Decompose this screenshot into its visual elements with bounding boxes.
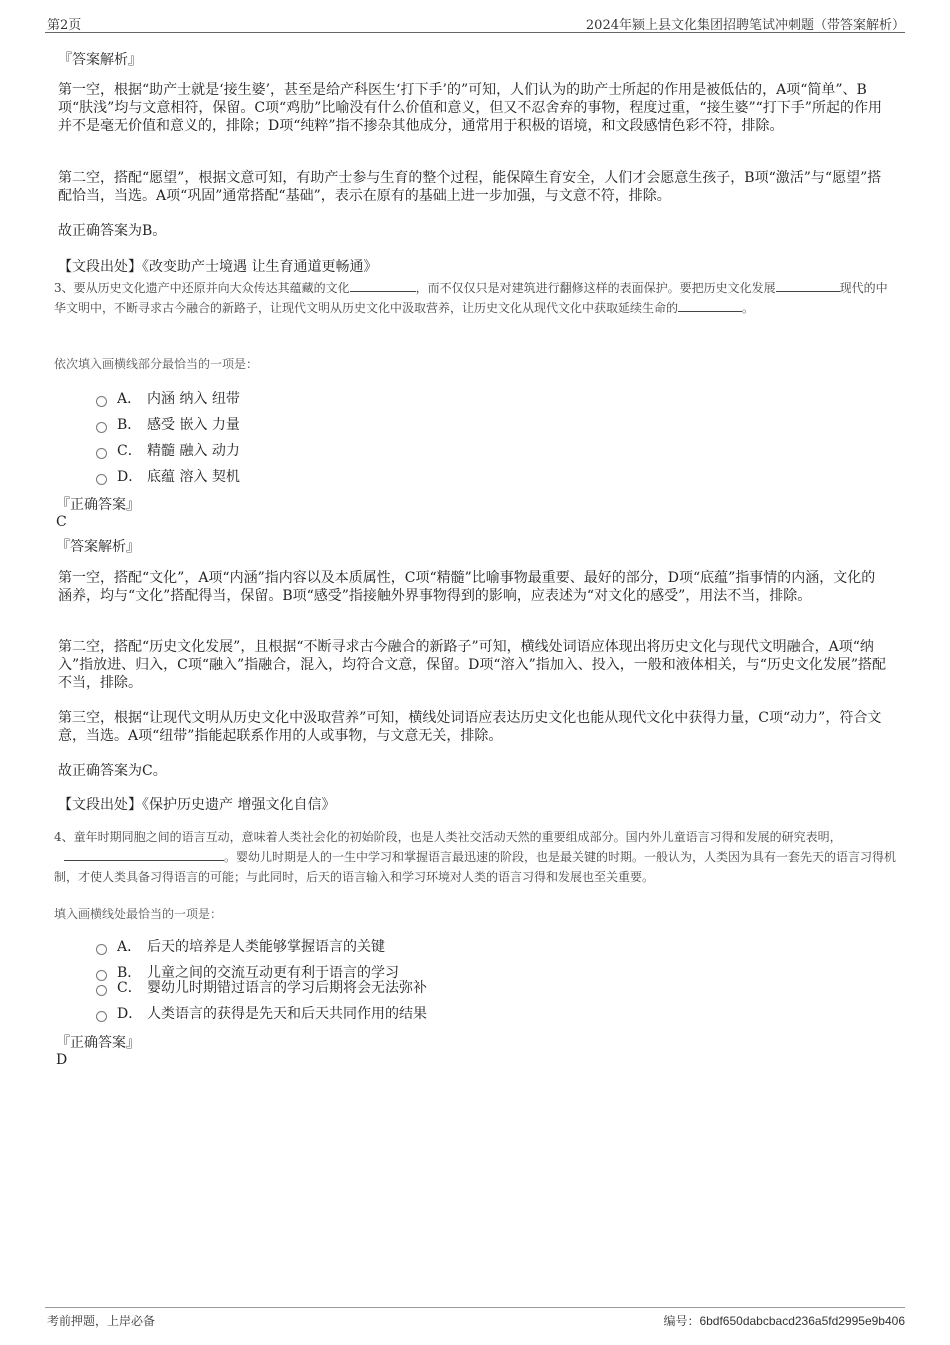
q3-source: 【文段出处】《保护历史遗产 增强文化自信》 [58, 797, 336, 813]
q3-analysis-p2: 第二空，搭配“历史文化发展”，且根据“不断寻求古今融合的新路子”可知，横线处词语应体现出将历史文化与现代文明融合，A项“纳入”指放进、归入，C项“融入”指融合，混入，均符合文意，保留。D项“溶入”指加入、投入，一般和液体相关，与“历史文化发展”搭配不当，排除。 [58, 639, 887, 691]
radio-icon[interactable] [96, 1011, 107, 1022]
option-text: 婴幼儿时期错过语言的学习后期将会无法弥补 [147, 980, 427, 996]
option-letter: A． [117, 939, 142, 955]
q3-answer: C [56, 514, 67, 530]
radio-icon[interactable] [96, 944, 107, 955]
q4-blank [64, 848, 224, 861]
radio-icon[interactable] [96, 474, 107, 485]
q4-option-a[interactable] [96, 936, 385, 956]
q3-analysis-label: 『答案解析』 [56, 539, 140, 555]
q3-option-c[interactable] [96, 440, 240, 460]
q2-analysis-p1: 第一空，根据“助产士就是‘接生婆’，甚至是给产科医生‘打下手’的”可知，人们认为的助产士所起的作用是被低估的，A项“简单”、B项“肤浅”均与文意相符，保留。C项“鸡肋”比喻没有什么价值和意义，但又不忍舍弃的事物，程度过重，“接生婆”“打下手”所起的作用并不是毫无价值和意义的，排除；D项“纯粹”指不掺杂其他成分，通常用于积极的语境，和文段感情色彩不符，排除。 [58, 82, 882, 134]
q3-option-b[interactable] [96, 414, 240, 434]
option-letter: C． [117, 443, 142, 459]
footer-divider [45, 1307, 905, 1308]
q4-prompt: 填入画横线处最恰当的一项是： [54, 907, 223, 921]
q3-answer-label: 『正确答案』 [56, 497, 140, 513]
q2-analysis-label: 『答案解析』 [58, 52, 142, 68]
option-letter: D． [117, 469, 143, 485]
q3-question-text [54, 278, 899, 318]
q3-blank-1 [350, 279, 416, 292]
q3-prompt: 依次填入画横线部分最恰当的一项是： [54, 357, 259, 371]
q4-answer-label: 『正确答案』 [56, 1035, 140, 1051]
option-text: 精髓 融入 动力 [147, 443, 240, 459]
radio-icon[interactable] [96, 985, 107, 996]
q4-answer: D [56, 1052, 68, 1068]
option-text: 人类语言的获得是先天和后天共同作用的结果 [147, 1006, 427, 1022]
option-text: 底蕴 溶入 契机 [147, 469, 240, 485]
q3-blank-3 [678, 299, 742, 312]
header-divider [45, 32, 905, 33]
q3-option-d[interactable] [96, 466, 240, 486]
q3-text-b: ，而不仅仅只是对建筑进行翻修这样的表面保护。要把历史文化发展 [415, 281, 776, 295]
q3-option-a[interactable] [96, 388, 240, 408]
q4-option-d[interactable] [96, 1003, 427, 1023]
footer-code-value: 6bdf650dabcbacd236a5fd2995e9b406 [699, 1314, 905, 1328]
page-number: 第2页 [47, 18, 82, 33]
option-letter: B． [117, 965, 142, 981]
option-letter: D． [117, 1006, 143, 1022]
q2-conclusion: 故正确答案为B。 [58, 223, 167, 239]
footer-code [663, 1312, 905, 1329]
q3-text-c: 现代的中华文明中，不断寻求古今融合的新路子，让现代文明从历史文化中汲取营养，让历史文化从现代文化中获取延续生命的 [54, 281, 888, 315]
q4-text-a: 4、童年时期同胞之间的语言互动，意味着人类社会化的初始阶段，也是人类社交活动天然的重要组成部分。国内外儿童语言习得和发展的研究表明， [54, 830, 842, 844]
q3-analysis-p1: 第一空，搭配“文化”，A项“内涵”指内容以及本质属性，C项“精髓”比喻事物最重要、最好的部分，D项“底蕴”指事情的内涵，文化的涵养，均与“文化”搭配得当，保留。B项“感受”指接触外界事物得到的影响，应表述为“对文化的感受”，用法不当，排除。 [58, 570, 876, 604]
option-text: 后天的培养是人类能够掌握语言的关键 [147, 939, 385, 955]
footer-slogan: 考前押题，上岸必备 [47, 1314, 156, 1328]
option-text: 感受 嵌入 力量 [147, 417, 240, 433]
radio-icon[interactable] [96, 396, 107, 407]
q2-source: 【文段出处】《改变助产士境遇 让生育通道更畅通》 [58, 259, 378, 275]
q3-blank-2 [776, 279, 840, 292]
option-letter: B． [117, 417, 142, 433]
q4-question-text [54, 827, 899, 887]
radio-icon[interactable] [96, 422, 107, 433]
footer-code-label: 编号： [663, 1314, 700, 1328]
option-letter: A． [117, 391, 142, 407]
q4-text-b: 。婴幼儿时期是人的一生中学习和掌握语言最迅速的阶段，也是最关键的时期。一般认为，人类因为具有一套先天的语言习得机制，才使人类具备习得语言的可能；与此同时，后天的语言输入和学习环境对人类的语言习得和发展也至关重要。 [54, 850, 897, 884]
option-text: 内涵 纳入 纽带 [147, 391, 240, 407]
q2-analysis-p2: 第二空，搭配“愿望”，根据文意可知，有助产士参与生育的整个过程，能保障生育安全，人们才会愿意生孩子，B项“激活”与“愿望”搭配恰当，当选。A项“巩固”通常搭配“基础”，表示在原有的基础上进一步加强，与文意不符，排除。 [58, 170, 882, 204]
radio-icon[interactable] [96, 448, 107, 459]
q3-text-a: 3、要从历史文化遗产中还原并向大众传达其蕴藏的文化 [54, 281, 350, 295]
q3-analysis-p3: 第三空，根据“让现代文明从历史文化中汲取营养”可知，横线处词语应表达历史文化也能从现代文化中获得力量，C项“动力”，符合文意，当选。A项“纽带”指能起联系作用的人或事物，与文意无关，排除。 [58, 710, 882, 744]
option-text: 儿童之间的交流互动更有利于语言的学习 [147, 965, 399, 981]
q4-option-c[interactable] [96, 977, 427, 997]
q3-text-d: 。 [742, 301, 755, 315]
q3-conclusion: 故正确答案为C。 [58, 763, 167, 779]
document-title: 2024年颍上县文化集团招聘笔试冲刺题（带答案解析） [585, 18, 905, 33]
option-letter: C． [117, 980, 142, 996]
